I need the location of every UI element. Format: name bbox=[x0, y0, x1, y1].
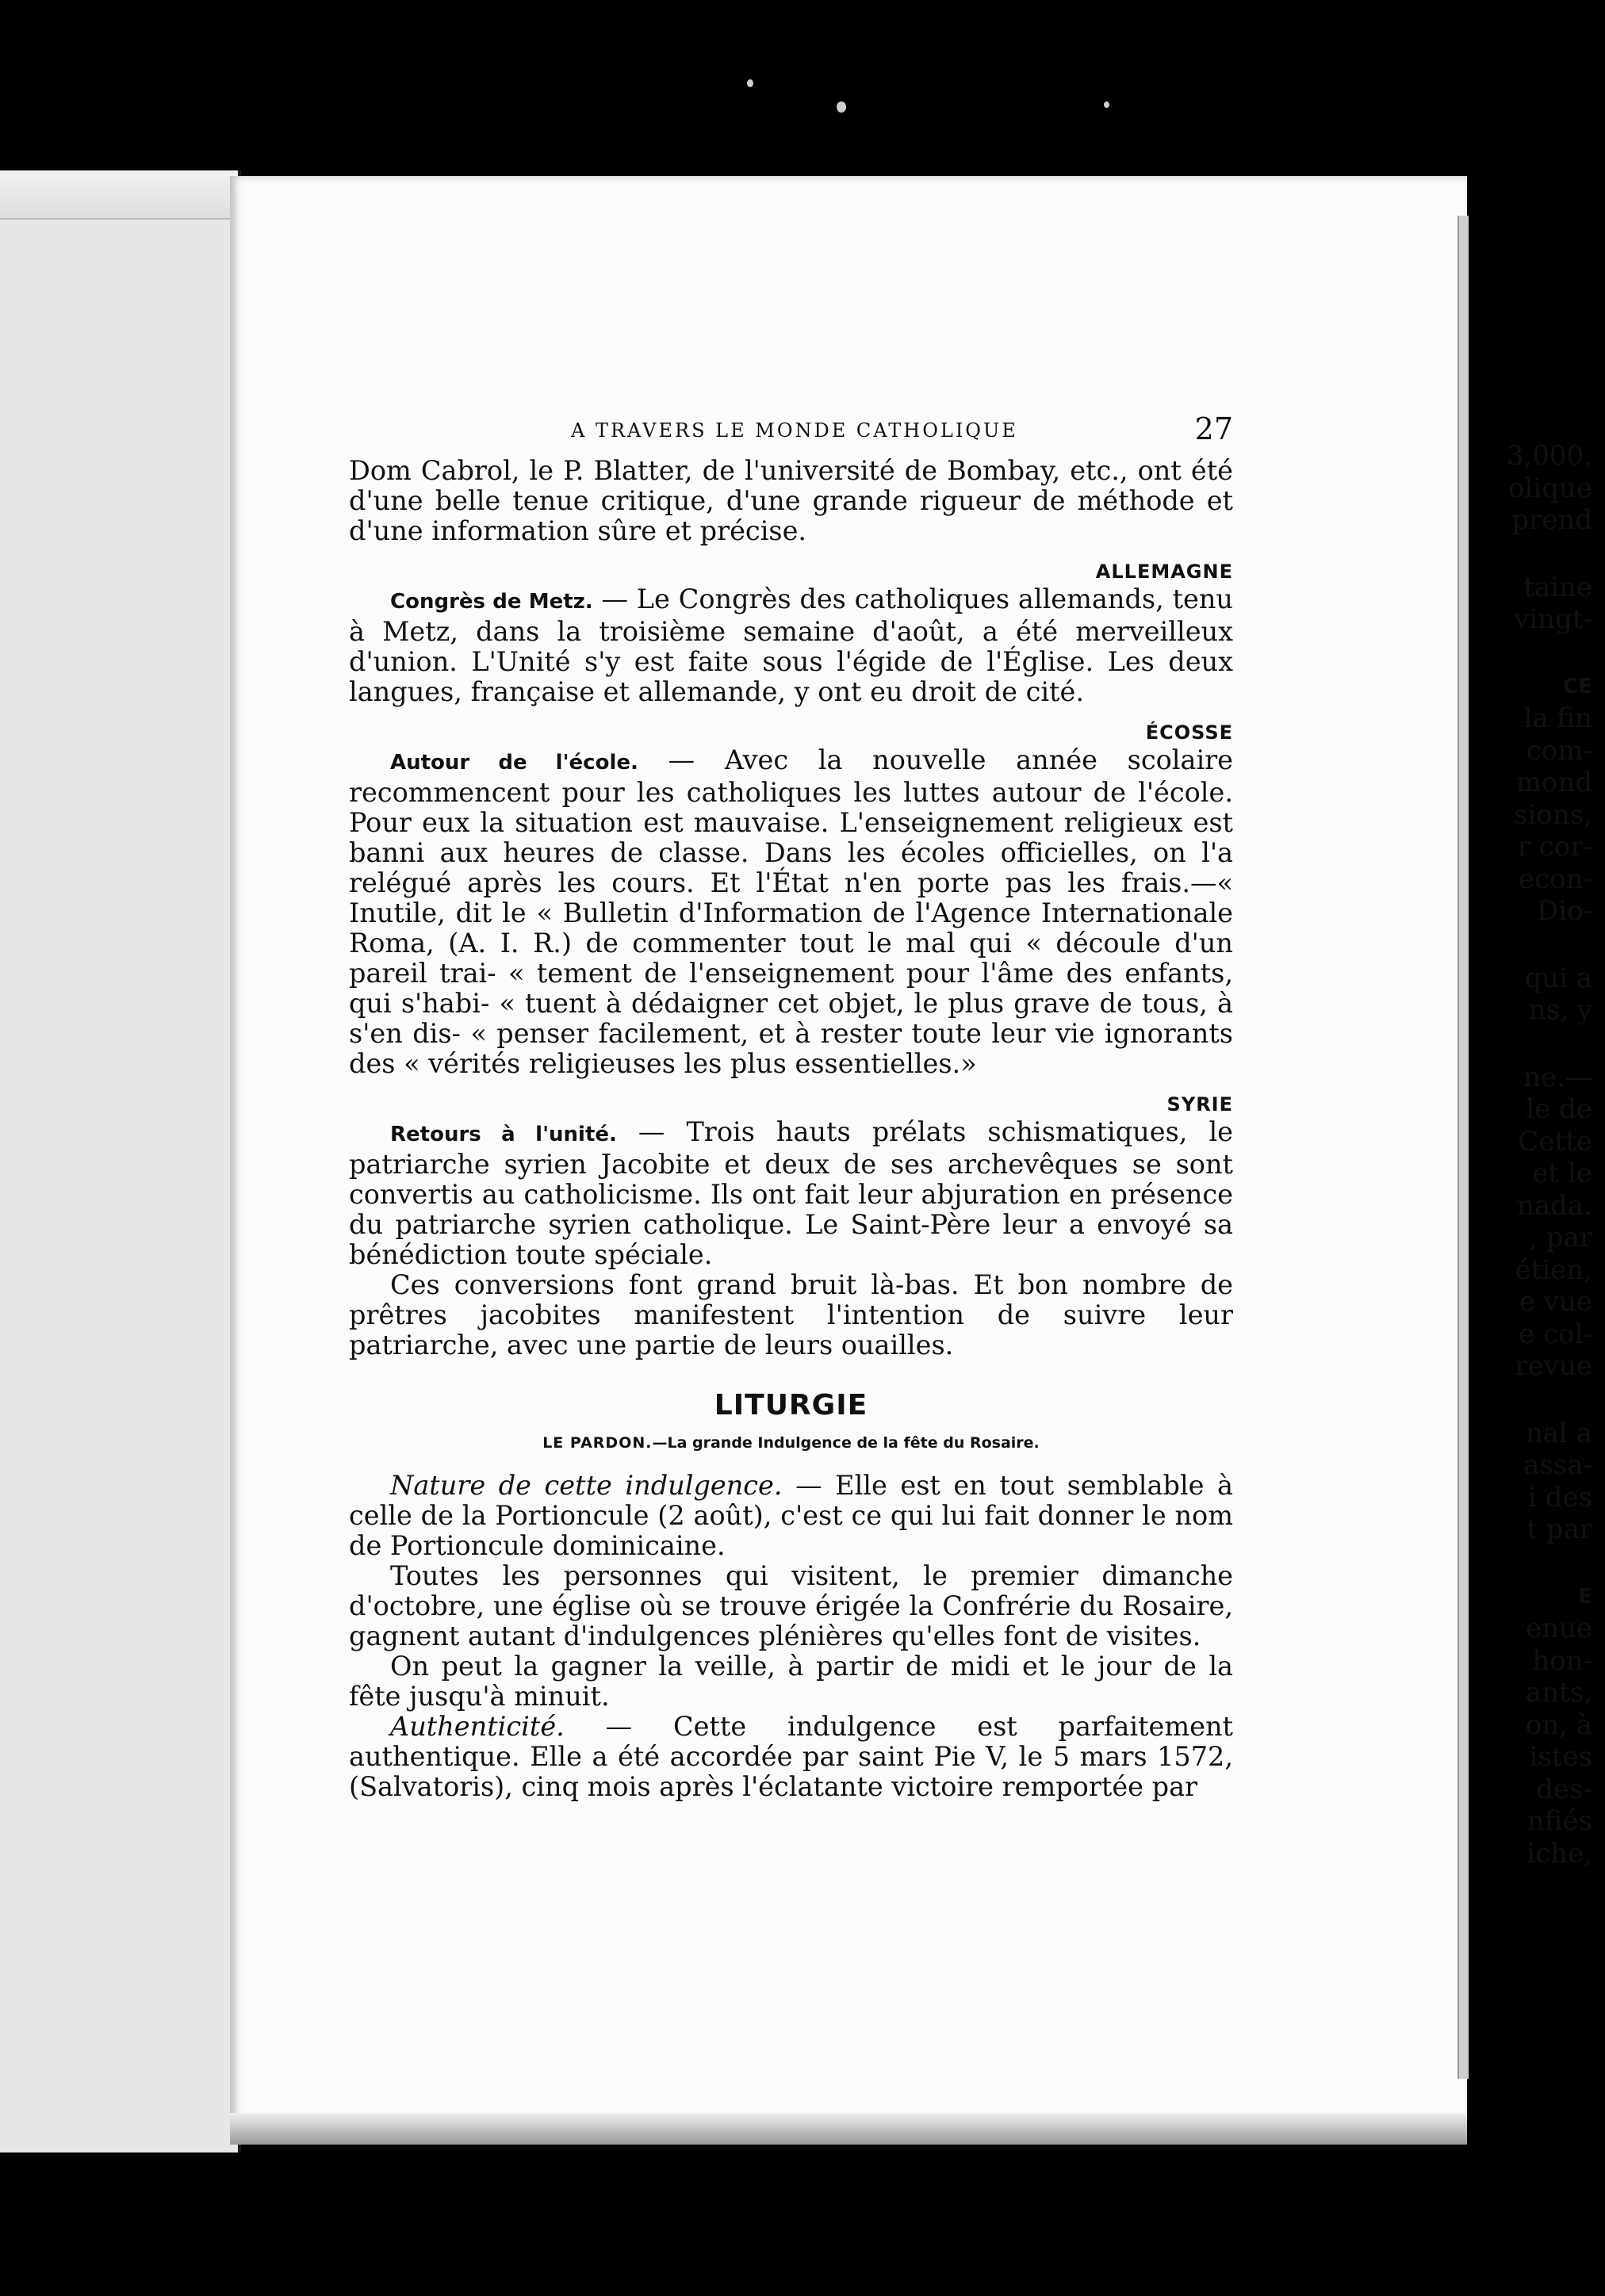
previous-page-line: ants, bbox=[1525, 1677, 1592, 1709]
dust-speck bbox=[837, 101, 846, 113]
previous-page-line: hon- bbox=[1532, 1644, 1592, 1677]
previous-page-line: taine bbox=[1523, 571, 1592, 603]
news-item-continued: Ces conversions font grand bruit là-bas. Et bon nombre de prêtres jacobites manifestent l'intention de suivre leur patriarche, avec une partie de leurs ouailles. bbox=[349, 1269, 1233, 1360]
news-lead: Retours à l'unité. bbox=[390, 1123, 617, 1146]
previous-page bbox=[0, 170, 241, 2152]
previous-page-line: olique bbox=[1507, 472, 1592, 504]
news-lead: Congrès de Metz. bbox=[390, 590, 593, 614]
previous-page-line: nfiés bbox=[1526, 1805, 1592, 1837]
previous-page-line: iche, bbox=[1526, 1837, 1592, 1869]
previous-page-line: Cette bbox=[1518, 1125, 1592, 1158]
liturgy-paragraph: Toutes les personnes qui visitent, le premier dimanche d'octobre, une église où se trouve érigée la Confrérie du Rosaire, gagnent autant d'indulgences plénières qu'elles font de visites. bbox=[349, 1560, 1233, 1651]
news-item bbox=[349, 745, 1233, 1079]
running-head bbox=[349, 408, 1233, 456]
previous-page-line: sions, bbox=[1514, 798, 1592, 831]
previous-page-line: nada. bbox=[1516, 1189, 1592, 1222]
previous-page-line: t par bbox=[1526, 1513, 1592, 1545]
previous-page-fold bbox=[0, 170, 238, 220]
page-number: 27 bbox=[1194, 411, 1233, 446]
previous-page-line: r cor- bbox=[1517, 831, 1592, 863]
previous-page-line: e col- bbox=[1519, 1318, 1592, 1350]
news-item bbox=[349, 584, 1233, 707]
previous-page-line: istes bbox=[1529, 1741, 1592, 1773]
previous-page-heading: CE bbox=[1563, 674, 1592, 698]
news-text: — Avec la nouvelle année scolaire recommencent pour les catholiques les luttes autour de l'école. Pour eux la situation est mauvaise. L'enseignement religieux est banni aux heures de classe. Dans les écoles officielles, on l'a relégué après les cours. Et l'État n'en porte pas les frais.—« Inutile, dit le « Bulletin d'Information de l'Agence Internationale Roma, (A. I. R.) de commenter tout le mal qui « découle d'un pareil trai- « tement de l'enseignement pour l'âme des enfants, qui s'habi- « tuent à dédaigner cet objet, le plus grave de tous, à s'en dis- « penser facilement, et à rester toute leur vie ignorants des « vérités religieuses les plus essentielles.» bbox=[349, 744, 1233, 1079]
previous-page-heading: E bbox=[1578, 1584, 1592, 1609]
previous-page-line: enue bbox=[1525, 1613, 1592, 1644]
previous-page-line: ne.— bbox=[1523, 1061, 1592, 1093]
subhead-title: LE PARDON. bbox=[542, 1434, 653, 1452]
liturgy-paragraph bbox=[349, 1471, 1233, 1561]
liturgy-text: — Elle est en tout semblable à celle de la Portioncule (2 août), c'est ce qui lui fait donner le nom de Portioncule dominicaine. bbox=[349, 1470, 1233, 1561]
line-gap bbox=[1458, 636, 1592, 671]
liturgy-lead: Nature de cette indulgence. bbox=[390, 1470, 783, 1501]
news-lead: Autour de l'école. bbox=[390, 751, 638, 775]
previous-page-line: et le bbox=[1532, 1158, 1592, 1189]
country-heading: ÉCOSSE bbox=[1145, 721, 1233, 744]
previous-page-line: la fin bbox=[1523, 702, 1592, 734]
previous-page-line: mond bbox=[1515, 767, 1592, 798]
opening-paragraph: Dom Cabrol, le P. Blatter, de l'université de Bombay, etc., ont été d'une belle tenue critique, d'une grande rigueur de méthode et d'une information sûre et précise. bbox=[349, 455, 1233, 546]
previous-page-text bbox=[1458, 440, 1592, 1869]
news-text: — Trois hauts prélats schismatiques, le patriarche syrien Jacobite et deux de ses archevêques se sont convertis au catholicisme. Ils ont fait leur abjuration en présence du patriarche syrien catholique. Le Saint-Père leur a envoyé sa bénédiction toute spéciale. bbox=[349, 1116, 1233, 1270]
previous-page-line: revue bbox=[1515, 1350, 1592, 1382]
country-heading: ALLEMAGNE bbox=[1095, 561, 1233, 583]
previous-page-line: com- bbox=[1526, 734, 1592, 767]
page-edge bbox=[1458, 216, 1469, 2079]
liturgy-paragraph bbox=[349, 1712, 1233, 1802]
section-title: LITURGIE bbox=[714, 1389, 868, 1422]
previous-page-line: prend bbox=[1511, 504, 1592, 536]
running-title: A TRAVERS LE MONDE CATHOLIQUE bbox=[571, 419, 1018, 442]
country-heading: SYRIE bbox=[1166, 1093, 1233, 1115]
previous-page-line: , par bbox=[1529, 1222, 1592, 1253]
previous-page-line: Dio- bbox=[1536, 895, 1592, 927]
liturgy-lead: Authenticité. bbox=[390, 1711, 565, 1742]
previous-page-line: des- bbox=[1536, 1773, 1592, 1805]
dust-speck bbox=[747, 79, 753, 87]
subhead-text: —La grande Indulgence de la fête du Rosaire. bbox=[652, 1434, 1040, 1452]
section-subhead bbox=[349, 1434, 1233, 1452]
page-bottom-shadow bbox=[230, 2113, 1467, 2145]
line-gap bbox=[1458, 928, 1592, 962]
previous-page-line: vingt- bbox=[1514, 603, 1592, 635]
dust-speck bbox=[1104, 101, 1109, 108]
previous-page-line: ns, y bbox=[1528, 994, 1592, 1026]
previous-page-line: nal a bbox=[1525, 1417, 1592, 1449]
previous-page-line: étien, bbox=[1515, 1253, 1592, 1286]
news-item bbox=[349, 1117, 1233, 1270]
page-content bbox=[349, 408, 1233, 1802]
line-gap bbox=[1458, 1383, 1592, 1418]
line-gap bbox=[1458, 537, 1592, 572]
liturgy-paragraph: On peut la gagner la veille, à partir de midi et le jour de la fête jusqu'à minuit. bbox=[349, 1651, 1233, 1712]
line-gap bbox=[1458, 1546, 1592, 1581]
previous-page-line: econ- bbox=[1518, 863, 1592, 895]
previous-page-line: qui a bbox=[1524, 962, 1592, 994]
previous-page-line: le de bbox=[1526, 1093, 1592, 1125]
previous-page-line: i des bbox=[1527, 1481, 1592, 1513]
previous-page-line: e vue bbox=[1519, 1286, 1592, 1318]
previous-page-line: on, à bbox=[1525, 1709, 1592, 1741]
news-text: — Le Congrès des catholiques allemands, tenu à Metz, dans la troisième semaine d'août, a été merveilleux d'union. L'Unité s'y est faite sous l'égide de l'Église. Les deux langues, française et allemande, y ont eu droit de cité. bbox=[349, 584, 1234, 707]
line-gap bbox=[1458, 1027, 1592, 1062]
previous-page-line: 3,000. bbox=[1506, 440, 1592, 472]
previous-page-line: assa- bbox=[1523, 1449, 1592, 1481]
liturgy-text: — Cette indulgence est parfaitement authentique. Elle a été accordée par saint Pie V, le 5 mars 1572, (Salvatoris), cinq mois après l'éclatante victoire remportée par bbox=[349, 1711, 1233, 1802]
